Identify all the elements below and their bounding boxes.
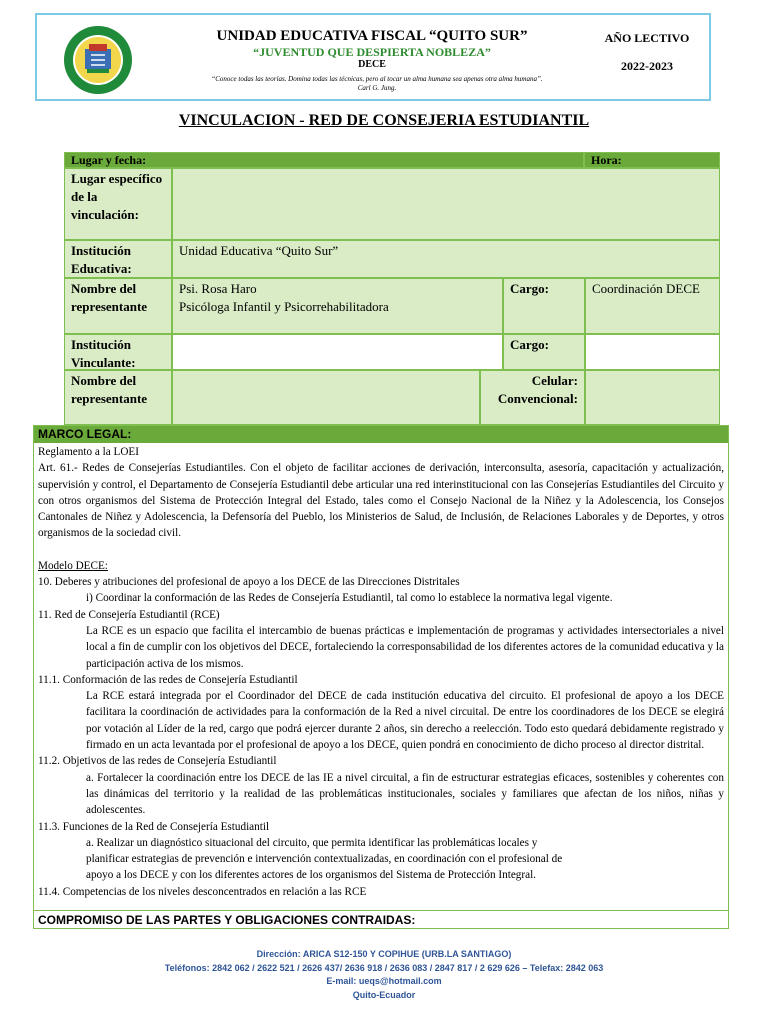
representative-value[interactable] xyxy=(172,278,503,334)
page-title: VINCULACION - RED DE CONSEJERIA ESTUDIANTIL xyxy=(178,112,590,129)
legal-line: 11. Red de Consejería Estudiantil (RCE) xyxy=(38,608,220,621)
legal-line: 11.2. Objetivos de las redes de Consejería Estudiantil xyxy=(38,755,277,768)
representative2-label: Nombre del representante xyxy=(64,370,172,425)
quote-author: Carl G. Jung. xyxy=(357,84,397,92)
school-year xyxy=(592,31,702,74)
hour-label: Hora: xyxy=(584,152,720,168)
legal-paragraph: apoyo a los DECE y con los diferentes actores de los organismos del Sistema de Protección Integral. xyxy=(86,869,536,882)
representative-name: Psi. Rosa Haro xyxy=(179,281,257,296)
cargo2-label: Cargo: xyxy=(503,334,585,370)
legal-paragraph: La RCE estará integrada por el Coordinador del DECE de cada institución educativa del circuito. El profesional de apoyo a los DECE facilitara la coordinación de actividades para la conformación de la Red a nivel circuital. De entre los coordinadores de los DECE se elegirá por votación al Líder de la red, cargo que podrá ejercer durante 2 años, sin derecho a reelección. Todo esto quedará debidamente registrado y firmado en un acta levantada por el profesional de apoyo a los DECE, quien pondrá en conocimiento de dicho proceso al director distrital. xyxy=(86,690,724,752)
year-label: AÑO LECTIVO xyxy=(604,31,690,45)
cargo-label: Cargo: xyxy=(503,278,585,334)
commitments-heading: COMPROMISO DE LAS PARTES Y OBLIGACIONES CONTRAIDAS: xyxy=(34,910,728,928)
footer-phones: Teléfonos: 2842 062 / 2622 521 / 2626 437/ 2636 918 / 2636 083 / 2847 817 / 2 629 626 – Telefax: 2842 063 xyxy=(164,962,604,973)
footer-city: Quito-Ecuador xyxy=(352,989,416,1000)
legal-line: 11.4. Competencias de los niveles desconcentrados en relación a las RCE xyxy=(38,885,367,898)
legal-paragraph: planificar estrategias de prevención e intervención contextualizadas, en coordinación con el profesional de xyxy=(86,853,563,866)
legal-header: MARCO LEGAL: xyxy=(34,426,728,443)
legal-line: 10. Deberes y atribuciones del profesional de apoyo a los DECE de las Direcciones Distritales xyxy=(38,576,460,589)
cargo-value[interactable]: Coordinación DECE xyxy=(585,278,720,334)
representative-label: Nombre del representante xyxy=(64,278,172,334)
page-footer xyxy=(0,948,768,1002)
representative2-field[interactable] xyxy=(172,370,480,425)
legal-paragraph: a. Fortalecer la coordinación entre los DECE de las IE a nivel circuital, a fin de estructurar estrategias eficaces, sostenibles y coherentes con las dinámicas del territorio y la realidad de las problemáticas institucionales, sociales y familiares que afectan de los niños, niñas y adolescentes. xyxy=(86,771,724,817)
institution-label: Institución Educativa: xyxy=(64,240,172,278)
linked-institution-label: Institución Vinculante: xyxy=(64,334,172,370)
legal-framework xyxy=(33,425,729,929)
legal-line: 11.1. Conformación de las redes de Consejería Estudiantil xyxy=(38,673,298,686)
legal-paragraph: La RCE es un espacio que facilita el intercambio de buenas prácticas e implementación de programas y actividades intersectoriales a nivel local a fin de cumplir con los objetivos del DECE, fortaleciendo la corresponsabilidad de los diferentes actores de la comunidad educativa y la participación activa de los mismos. xyxy=(86,624,724,670)
legal-body xyxy=(34,443,728,901)
legal-line: Reglamento a la LOEI xyxy=(38,446,139,458)
school-name: UNIDAD EDUCATIVA FISCAL “QUITO SUR” xyxy=(216,28,528,44)
legal-subheading: Modelo DECE: xyxy=(38,559,108,572)
school-motto: “JUVENTUD QUE DESPIERTA NOBLEZA” xyxy=(253,45,491,59)
phone-field[interactable] xyxy=(585,370,720,425)
specific-place-field[interactable] xyxy=(172,168,720,240)
year-value: 2022-2023 xyxy=(621,59,673,73)
quote-text: “Conoce todas las teorías. Domina todas las técnicas, pero al tocar un alma humana sea apenas otra alma humana”. xyxy=(211,75,543,83)
cargo2-field[interactable] xyxy=(585,334,720,370)
school-heading xyxy=(177,27,567,71)
representative-title: Psicóloga Infantil y Psicorrehabilitadora xyxy=(179,299,389,314)
place-date-label: Lugar y fecha: xyxy=(64,152,584,168)
institution-value[interactable]: Unidad Educativa “Quito Sur” xyxy=(172,240,720,278)
legal-line: 11.3. Funciones de la Red de Consejería Estudiantil xyxy=(38,820,270,833)
footer-address: Dirección: ARICA S12-150 Y COPIHUE (URB.LA SANTIAGO) xyxy=(256,949,512,959)
quote xyxy=(152,75,602,93)
document-header xyxy=(35,13,711,101)
department-name: DECE xyxy=(358,59,386,70)
footer-email: E-mail: ueqs@hotmail.com xyxy=(326,976,442,986)
legal-paragraph: a. Realizar un diagnóstico situacional del circuito, que permita identificar las problemáticas locales y xyxy=(86,836,538,849)
specific-place-label: Lugar específico de la vinculación: xyxy=(64,168,172,240)
legal-paragraph: Art. 61.- Redes de Consejerías Estudiantiles. Con el objeto de facilitar acciones de derivación, interconsulta, asesoría, capacitación y actualización, supervisión y control, el Departamento de Consejería Estudiantil debe articular una red interinstitucional con las Consejerías Estudiantiles del Circuito y con otros organismos del Sistema de Protección Integral del Estado, tales como el Consejo Nacional de la Niñez y la Adolescencia, los Consejos Cantonales de Niñez y Adolescencia, la Defensoría del Pueblo, los Ministerios de Salud, de Inclusión, de Relaciones Laborales y de Deportes, y otros organismos de la sociedad civil. xyxy=(38,462,724,540)
phone-label: Celular: Convencional: xyxy=(480,370,585,425)
legal-paragraph: i) Coordinar la conformación de las Redes de Consejería Estudiantil, tal como lo establece la normativa legal vigente. xyxy=(86,592,613,605)
linked-institution-field[interactable] xyxy=(172,334,503,370)
school-logo xyxy=(63,25,133,95)
